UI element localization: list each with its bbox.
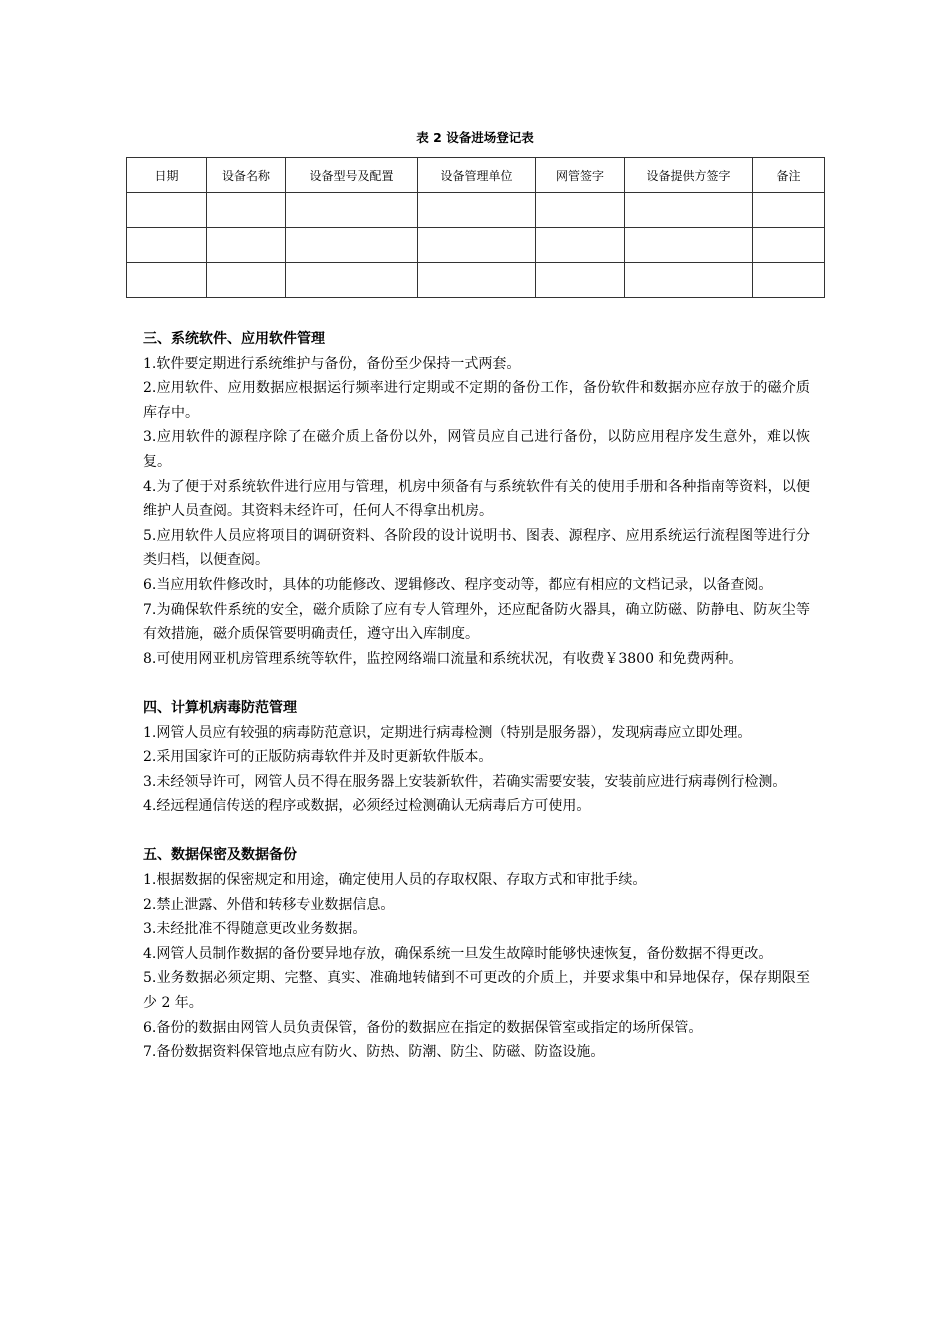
list-item: 3.未经领导许可，网管人员不得在服务器上安装新软件，若确实需要安装，安装前应进行病毒例行检测。 xyxy=(143,773,787,790)
header-management-unit: 设备管理单位 xyxy=(418,158,536,193)
table-cell xyxy=(625,263,753,298)
table-cell xyxy=(286,193,418,228)
list-item: 8.可使用网亚机房管理系统等软件，监控网络端口流量和系统状况，有收费￥3800 和免费两种。 xyxy=(143,650,743,667)
table-cell xyxy=(127,193,207,228)
table-cell xyxy=(536,228,625,263)
table-cell xyxy=(753,193,825,228)
equipment-registration-table xyxy=(126,157,825,298)
table-title: 表 2 设备进场登记表 xyxy=(416,130,534,145)
header-device-name: 设备名称 xyxy=(207,158,286,193)
table-row xyxy=(127,263,825,298)
section-software-management xyxy=(143,327,810,671)
list-item: 6.备份的数据由网管人员负责保管，备份的数据应在指定的数据保管室或指定的场所保管。 xyxy=(143,1019,703,1036)
list-item: 1.软件要定期进行系统维护与备份，备份至少保持一式两套。 xyxy=(143,355,521,372)
section-virus-prevention xyxy=(143,696,810,819)
section-data-security-backup xyxy=(143,843,810,1064)
list-item: 4.为了便于对系统软件进行应用与管理，机房中须备有与系统软件有关的使用手册和各种指南等资料，以便维护人员查阅。其资料未经许可，任何人不得拿出机房。 xyxy=(143,478,810,520)
list-item: 5.应用软件人员应将项目的调研资料、各阶段的设计说明书、图表、源程序、应用系统运行流程图等进行分类归档，以便查阅。 xyxy=(143,527,810,569)
list-item: 3.未经批准不得随意更改业务数据。 xyxy=(143,921,367,938)
table-row xyxy=(127,228,825,263)
list-item: 1.根据数据的保密规定和用途，确定使用人员的存取权限、存取方式和审批手续。 xyxy=(143,872,647,889)
table-cell xyxy=(286,228,418,263)
list-item: 2.应用软件、应用数据应根据运行频率进行定期或不定期的备份工作，备份软件和数据亦应存放于的磁介质库存中。 xyxy=(143,380,810,421)
document-body xyxy=(143,327,810,1065)
list-item: 6.当应用软件修改时，具体的功能修改、逻辑修改、程序变动等，都应有相应的文档记录，以备查阅。 xyxy=(143,576,773,593)
list-item: 7.为确保软件系统的安全，磁介质除了应有专人管理外，还应配备防火器具，确立防磁、防静电、防灰尘等有效措施，磁介质保管要明确责任，遵守出入库制度。 xyxy=(143,601,810,643)
list-item: 3.应用软件的源程序除了在磁介质上备份以外，网管员应自己进行备份，以防应用程序发生意外，难以恢复。 xyxy=(143,429,810,470)
table-cell xyxy=(536,193,625,228)
list-item: 2.采用国家许可的正版防病毒软件并及时更新软件版本。 xyxy=(143,749,493,766)
section-heading: 三、系统软件、应用软件管理 xyxy=(143,331,325,347)
table-cell xyxy=(207,263,286,298)
table-cell xyxy=(127,228,207,263)
list-item: 5.业务数据必须定期、完整、真实、准确地转储到不可更改的介质上，并要求集中和异地保存，保存期限至少 2 年。 xyxy=(143,970,810,1012)
section-heading: 五、数据保密及数据备份 xyxy=(143,847,297,864)
header-remarks: 备注 xyxy=(753,158,825,193)
header-device-model: 设备型号及配置 xyxy=(286,158,418,193)
list-item: 2.禁止泄露、外借和转移专业数据信息。 xyxy=(143,896,395,913)
table-cell xyxy=(753,228,825,263)
table-row xyxy=(127,193,825,228)
table-cell xyxy=(418,228,536,263)
header-supplier-signature: 设备提供方签字 xyxy=(625,158,753,193)
table-cell xyxy=(286,263,418,298)
table-cell xyxy=(207,228,286,263)
table-cell xyxy=(418,193,536,228)
table-cell xyxy=(207,193,286,228)
list-item: 1.网管人员应有较强的病毒防范意识，定期进行病毒检测（特别是服务器），发现病毒应立即处理。 xyxy=(143,724,752,741)
table-cell xyxy=(625,228,753,263)
section-heading: 四、计算机病毒防范管理 xyxy=(143,699,297,716)
table-cell xyxy=(536,263,625,298)
list-item: 7.备份数据资料保管地点应有防火、防热、防潮、防尘、防磁、防盗设施。 xyxy=(143,1044,605,1061)
table-header-row xyxy=(127,158,825,193)
table-cell xyxy=(625,193,753,228)
header-admin-signature: 网管签字 xyxy=(536,158,625,193)
table-cell xyxy=(753,263,825,298)
list-item: 4.网管人员制作数据的备份要异地存放，确保系统一旦发生故障时能够快速恢复，备份数据不得更改。 xyxy=(143,945,773,962)
list-item: 4.经远程通信传送的程序或数据，必须经过检测确认无病毒后方可使用。 xyxy=(143,798,591,815)
table-cell xyxy=(418,263,536,298)
table-cell xyxy=(127,263,207,298)
header-date: 日期 xyxy=(127,158,207,193)
